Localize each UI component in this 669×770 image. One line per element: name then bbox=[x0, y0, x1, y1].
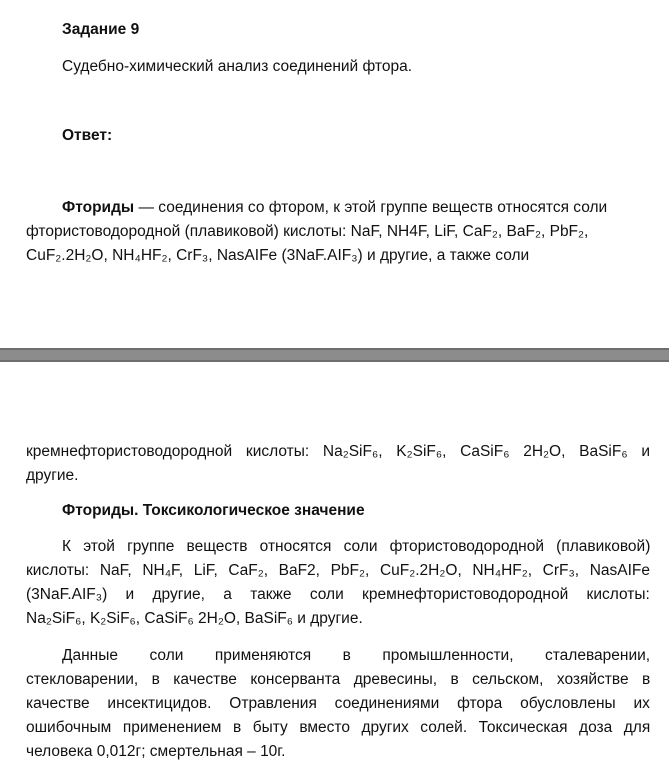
lead-term: Фториды bbox=[62, 199, 135, 216]
para2-line-2: стекловарении, в качестве консерванта древесины, в сельском, хозяйстве в bbox=[26, 671, 651, 688]
continuation-line-2: другие. bbox=[26, 467, 79, 484]
continuation-line-1: кремнефтористоводородной кислоты: Na₂SiF₆, K₂SiF₆, CaSiF₆ 2H₂O, BaSiF₆ и bbox=[26, 443, 650, 460]
answer-label: Ответ: bbox=[62, 127, 113, 144]
page-2 bbox=[0, 362, 669, 770]
para1-line-2: кислоты: NaF, NH₄F, LiF, CaF₂, BaF2, PbF₂, CuF₂.2H₂O, NH₄HF₂, CrF₃, NasAIFe bbox=[26, 562, 651, 579]
task-title: Задание 9 bbox=[62, 21, 140, 38]
para1-line-3: (3NaF.AIF₃) и другие, а также соли кремнефтористоводородной кислоты: bbox=[26, 586, 650, 603]
line1-text: — соединения со фтором, к этой группе веществ относятся соли bbox=[138, 199, 608, 216]
paragraph-line-2: фтористоводородной (плавиковой) кислоты: NaF, NH4F, LiF, CaF₂, BaF₂, PbF₂, bbox=[26, 223, 589, 240]
task-subtitle: Судебно-химический анализ соединений фтора. bbox=[62, 58, 413, 75]
para1-line-1: К этой группе веществ относятся соли фтористоводородной (плавиковой) bbox=[62, 538, 651, 555]
page-separator bbox=[0, 348, 669, 362]
para2-line-4: ошибочным применением в быту вместо других солей. Токсическая доза для bbox=[26, 719, 651, 736]
para2-line-5: человека 0,012г; смертельная – 10г. bbox=[26, 743, 286, 760]
para2-line-1: Данные соли применяются в промышленности, сталеварении, bbox=[62, 647, 651, 664]
section-heading: Фториды. Токсикологическое значение bbox=[62, 502, 365, 519]
para2-line-3: качестве инсектицидов. Отравления соединениями фтора обусловлены их bbox=[26, 695, 650, 712]
para1-line-4: Na₂SiF₆, K₂SiF₆, CaSiF₆ 2H₂O, BaSiF₆ и другие. bbox=[26, 610, 363, 627]
page-1 bbox=[0, 0, 669, 348]
paragraph-line-1 bbox=[62, 198, 650, 218]
paragraph-line-3: CuF₂.2H₂O, NH₄HF₂, CrF₃, NasAIFe (3NaF.AIF₃) и другие, а также соли bbox=[26, 247, 530, 264]
